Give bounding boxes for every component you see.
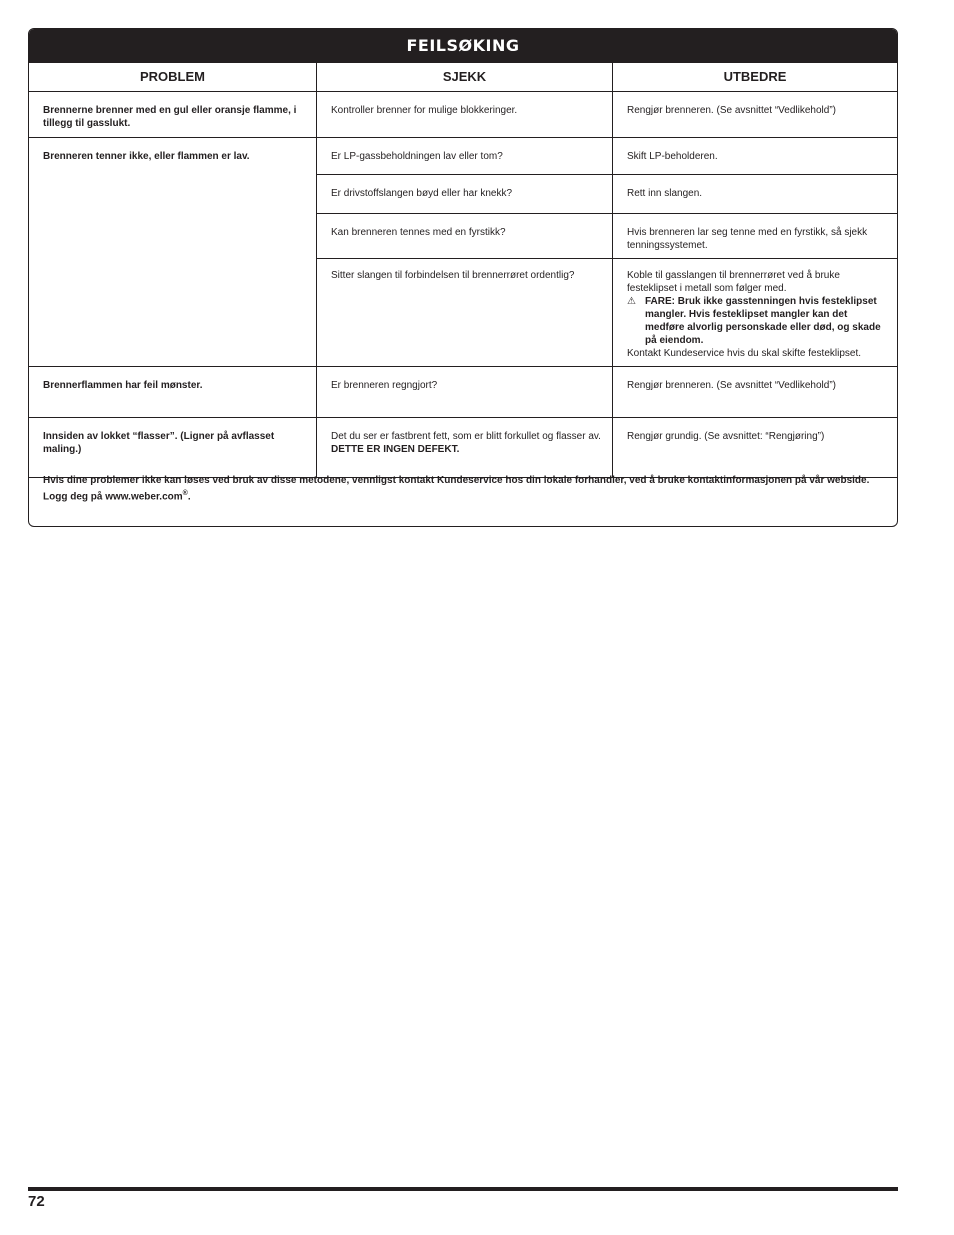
column-header-fix: UTBEDRE (723, 69, 787, 84)
danger-warning (627, 295, 889, 347)
problem-cell: Brennerflammen har feil mønster. (43, 380, 203, 391)
footer-note-end: . (187, 491, 191, 503)
registered-mark: ® (182, 490, 188, 497)
problem-cell: Brennerne brenner med en gul eller oransje flamme, i tillegg til gasslukt. (43, 105, 297, 129)
fix-cell: Rengjør brenneren. (Se avsnittet “Vedlikehold”) (627, 105, 836, 116)
troubleshooting-table (29, 63, 897, 526)
subrow-rule (316, 258, 897, 259)
fix-outro: Kontakt Kundeservice hvis du skal skifte festeklipset. (627, 348, 862, 359)
fix-cell: Hvis brenneren lar seg tenne med en fyrstikk, så sjekk tenningssystemet. (627, 227, 868, 251)
check-text: Det du ser er fastbrent fett, som er blitt forkullet og flasser av. (331, 431, 601, 442)
fix-cell: Rett inn slangen. (627, 188, 703, 199)
fix-cell: Skift LP-beholderen. (627, 151, 718, 162)
column-rule (316, 63, 317, 477)
check-cell: Er drivstoffslangen bøyd eller har knekk? (331, 188, 513, 199)
subrow-rule (316, 213, 897, 214)
check-cell (331, 430, 601, 456)
subrow-rule (316, 174, 897, 175)
check-cell: Er LP-gassbeholdningen lav eller tom? (331, 151, 503, 162)
column-rule (612, 63, 613, 477)
problem-cell: Brenneren tenner ikke, eller flammen er lav. (43, 151, 250, 162)
warning-triangle-icon: ⚠ (627, 296, 636, 307)
fix-cell-warning (627, 269, 889, 360)
check-cell: Kan brenneren tennes med en fyrstikk? (331, 227, 506, 238)
column-header-problem: PROBLEM (140, 69, 205, 84)
warning-text: FARE: Bruk ikke gasstenningen hvis festeklipset mangler. Hvis festeklipset mangler kan det medføre alvorlig personskade eller død, og skade på eiendom. (645, 296, 881, 346)
page-number: 72 (28, 1193, 45, 1210)
troubleshooting-panel (28, 28, 898, 527)
page-footer-rule (28, 1187, 898, 1191)
row-rule (29, 137, 897, 138)
column-header-check: SJEKK (442, 69, 487, 84)
problem-cell: Innsiden av lokket “flasser”. (Ligner på avflasset maling.) (43, 431, 275, 455)
check-cell: Sitter slangen til forbindelsen til brennerrøret ordentlig? (331, 270, 575, 281)
fix-cell: Rengjør brenneren. (Se avsnittet “Vedlikehold”) (627, 380, 836, 391)
check-cell: Kontroller brenner for mulige blokkeringer. (331, 105, 518, 116)
footer-note (43, 474, 883, 503)
row-rule (29, 366, 897, 367)
header-rule (29, 91, 897, 92)
footer-note-text: Hvis dine problemer ikke kan løses ved bruk av disse metodene, vennligst kontakt Kundeservice hos din lokale forhandler, ved å bruke kontaktinformasjonen på vår webside. Logg deg på www.weber.com (43, 475, 870, 503)
check-cell: Er brenneren regngjort? (331, 380, 438, 391)
fix-intro: Koble til gasslangen til brennerrøret ved å bruke festeklipset i metall som følger med. (627, 270, 840, 294)
row-rule (29, 417, 897, 418)
check-emphasis: DETTE ER INGEN DEFEKT. (331, 444, 460, 455)
section-title: FEILSØKING (29, 29, 897, 63)
fix-cell: Rengjør grundig. (Se avsnittet: “Rengjøring”) (627, 431, 825, 442)
